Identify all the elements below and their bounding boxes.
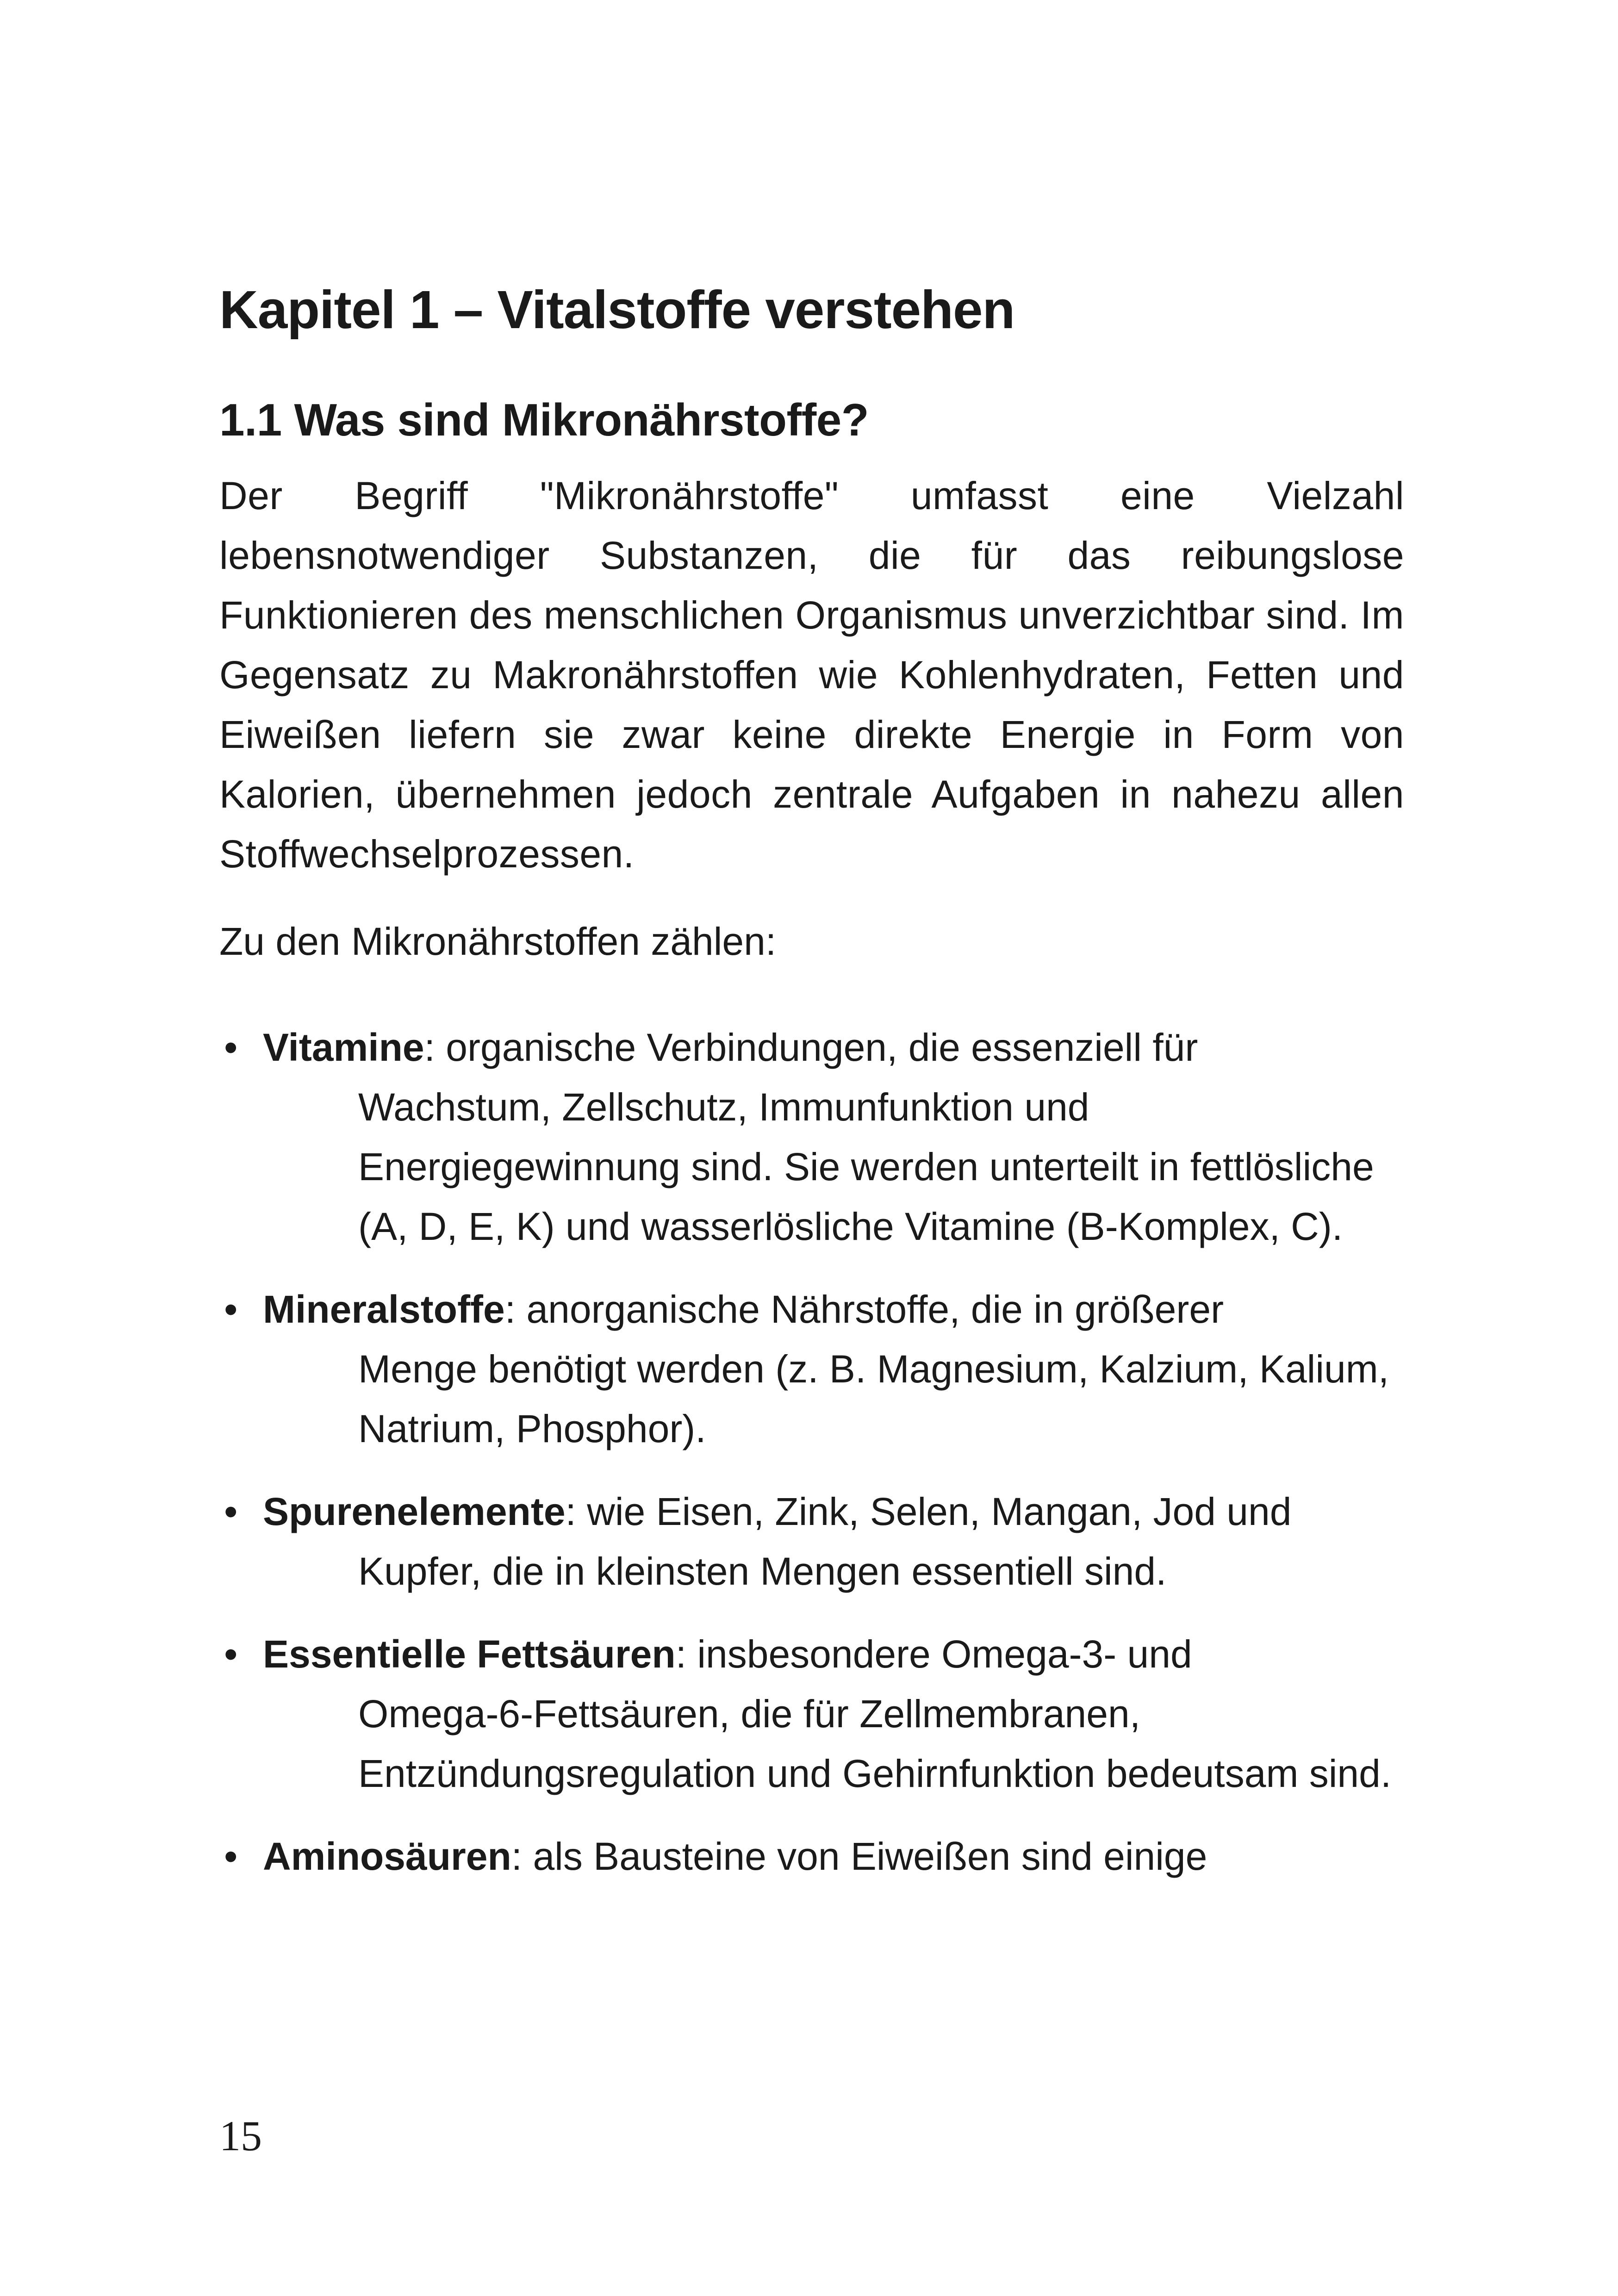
list-item-fettsaeuren	[219, 1624, 1404, 1804]
bullet-icon: •	[224, 1632, 238, 1676]
bullet-icon: •	[224, 1025, 238, 1069]
list-item-term: Vitamine	[263, 1025, 424, 1069]
bullet-icon: •	[224, 1287, 238, 1331]
list-item-spurenelemente	[219, 1482, 1404, 1601]
list-item-rest: Menge benötigt werden (z. B. Magnesium, Kalzium, Kalium, Natrium, Phosphor).	[358, 1347, 1389, 1450]
micronutrient-list	[219, 1018, 1404, 1886]
list-item-mineralstoffe	[219, 1280, 1404, 1459]
list-item-first-line	[263, 1827, 1404, 1886]
section-title: 1.1 Was sind Mikronährstoffe?	[219, 394, 869, 446]
list-item-term: Essentielle Fettsäuren	[263, 1632, 676, 1676]
page-number: 15	[219, 2112, 262, 2159]
list-item-first-line	[263, 1280, 1404, 1339]
list-item-rest: Wachstum, Zellschutz, Immunfunktion und Energiegewinnung sind. Sie werden unterteilt in fettlösliche (A, D, E, K) und wasserlösliche Vitamine (B-Komplex, C).	[358, 1085, 1374, 1248]
list-item-line1: : organische Verbindungen, die essenziell für	[424, 1025, 1198, 1069]
list-item-line1: : wie Eisen, Zink, Selen, Mangan, Jod und	[565, 1489, 1292, 1533]
list-item-term: Mineralstoffe	[263, 1287, 505, 1331]
chapter-title: Kapitel 1 – Vitalstoffe verstehen	[219, 280, 1015, 340]
bullet-icon: •	[224, 1489, 238, 1533]
list-item-rest: Omega-6-Fettsäuren, die für Zellmembranen, Entzündungsregulation und Gehirnfunktion bedeutsam sind.	[358, 1692, 1392, 1795]
list-item-term: Aminosäuren	[263, 1834, 511, 1878]
list-item-line1: : insbesondere Omega-3- und	[675, 1632, 1192, 1676]
list-item-line1: : anorganische Nährstoffe, die in größerer	[504, 1287, 1224, 1331]
list-item-first-line	[263, 1018, 1404, 1077]
list-item-aminosaeuren	[219, 1827, 1404, 1886]
page-content	[219, 278, 1404, 1910]
list-item-rest: Kupfer, die in kleinsten Mengen essentiell sind.	[358, 1549, 1167, 1593]
list-item-vitamine	[219, 1018, 1404, 1257]
list-intro: Zu den Mikronährstoffen zählen:	[219, 919, 777, 963]
bullet-icon: •	[224, 1834, 238, 1878]
list-item-first-line	[263, 1482, 1404, 1542]
list-item-line1: : als Bausteine von Eiweißen sind einige	[511, 1834, 1207, 1878]
list-item-term: Spurenelemente	[263, 1489, 566, 1533]
list-item-first-line	[263, 1624, 1404, 1684]
intro-paragraph: Der Begriff "Mikronährstoffe" umfasst eine Vielzahl lebensnotwendiger Substanzen, die für das reibungslose Funktionieren des menschlichen Organismus unverzichtbar sind. Im Gegensatz zu Makronährstoffen wie Kohlenhydraten, Fetten und Eiweißen liefern sie zwar keine direkte Energie in Form von Kalorien, übernehmen jedoch zentrale Aufgaben in nahezu allen Stoffwechselprozessen.	[219, 473, 1404, 876]
